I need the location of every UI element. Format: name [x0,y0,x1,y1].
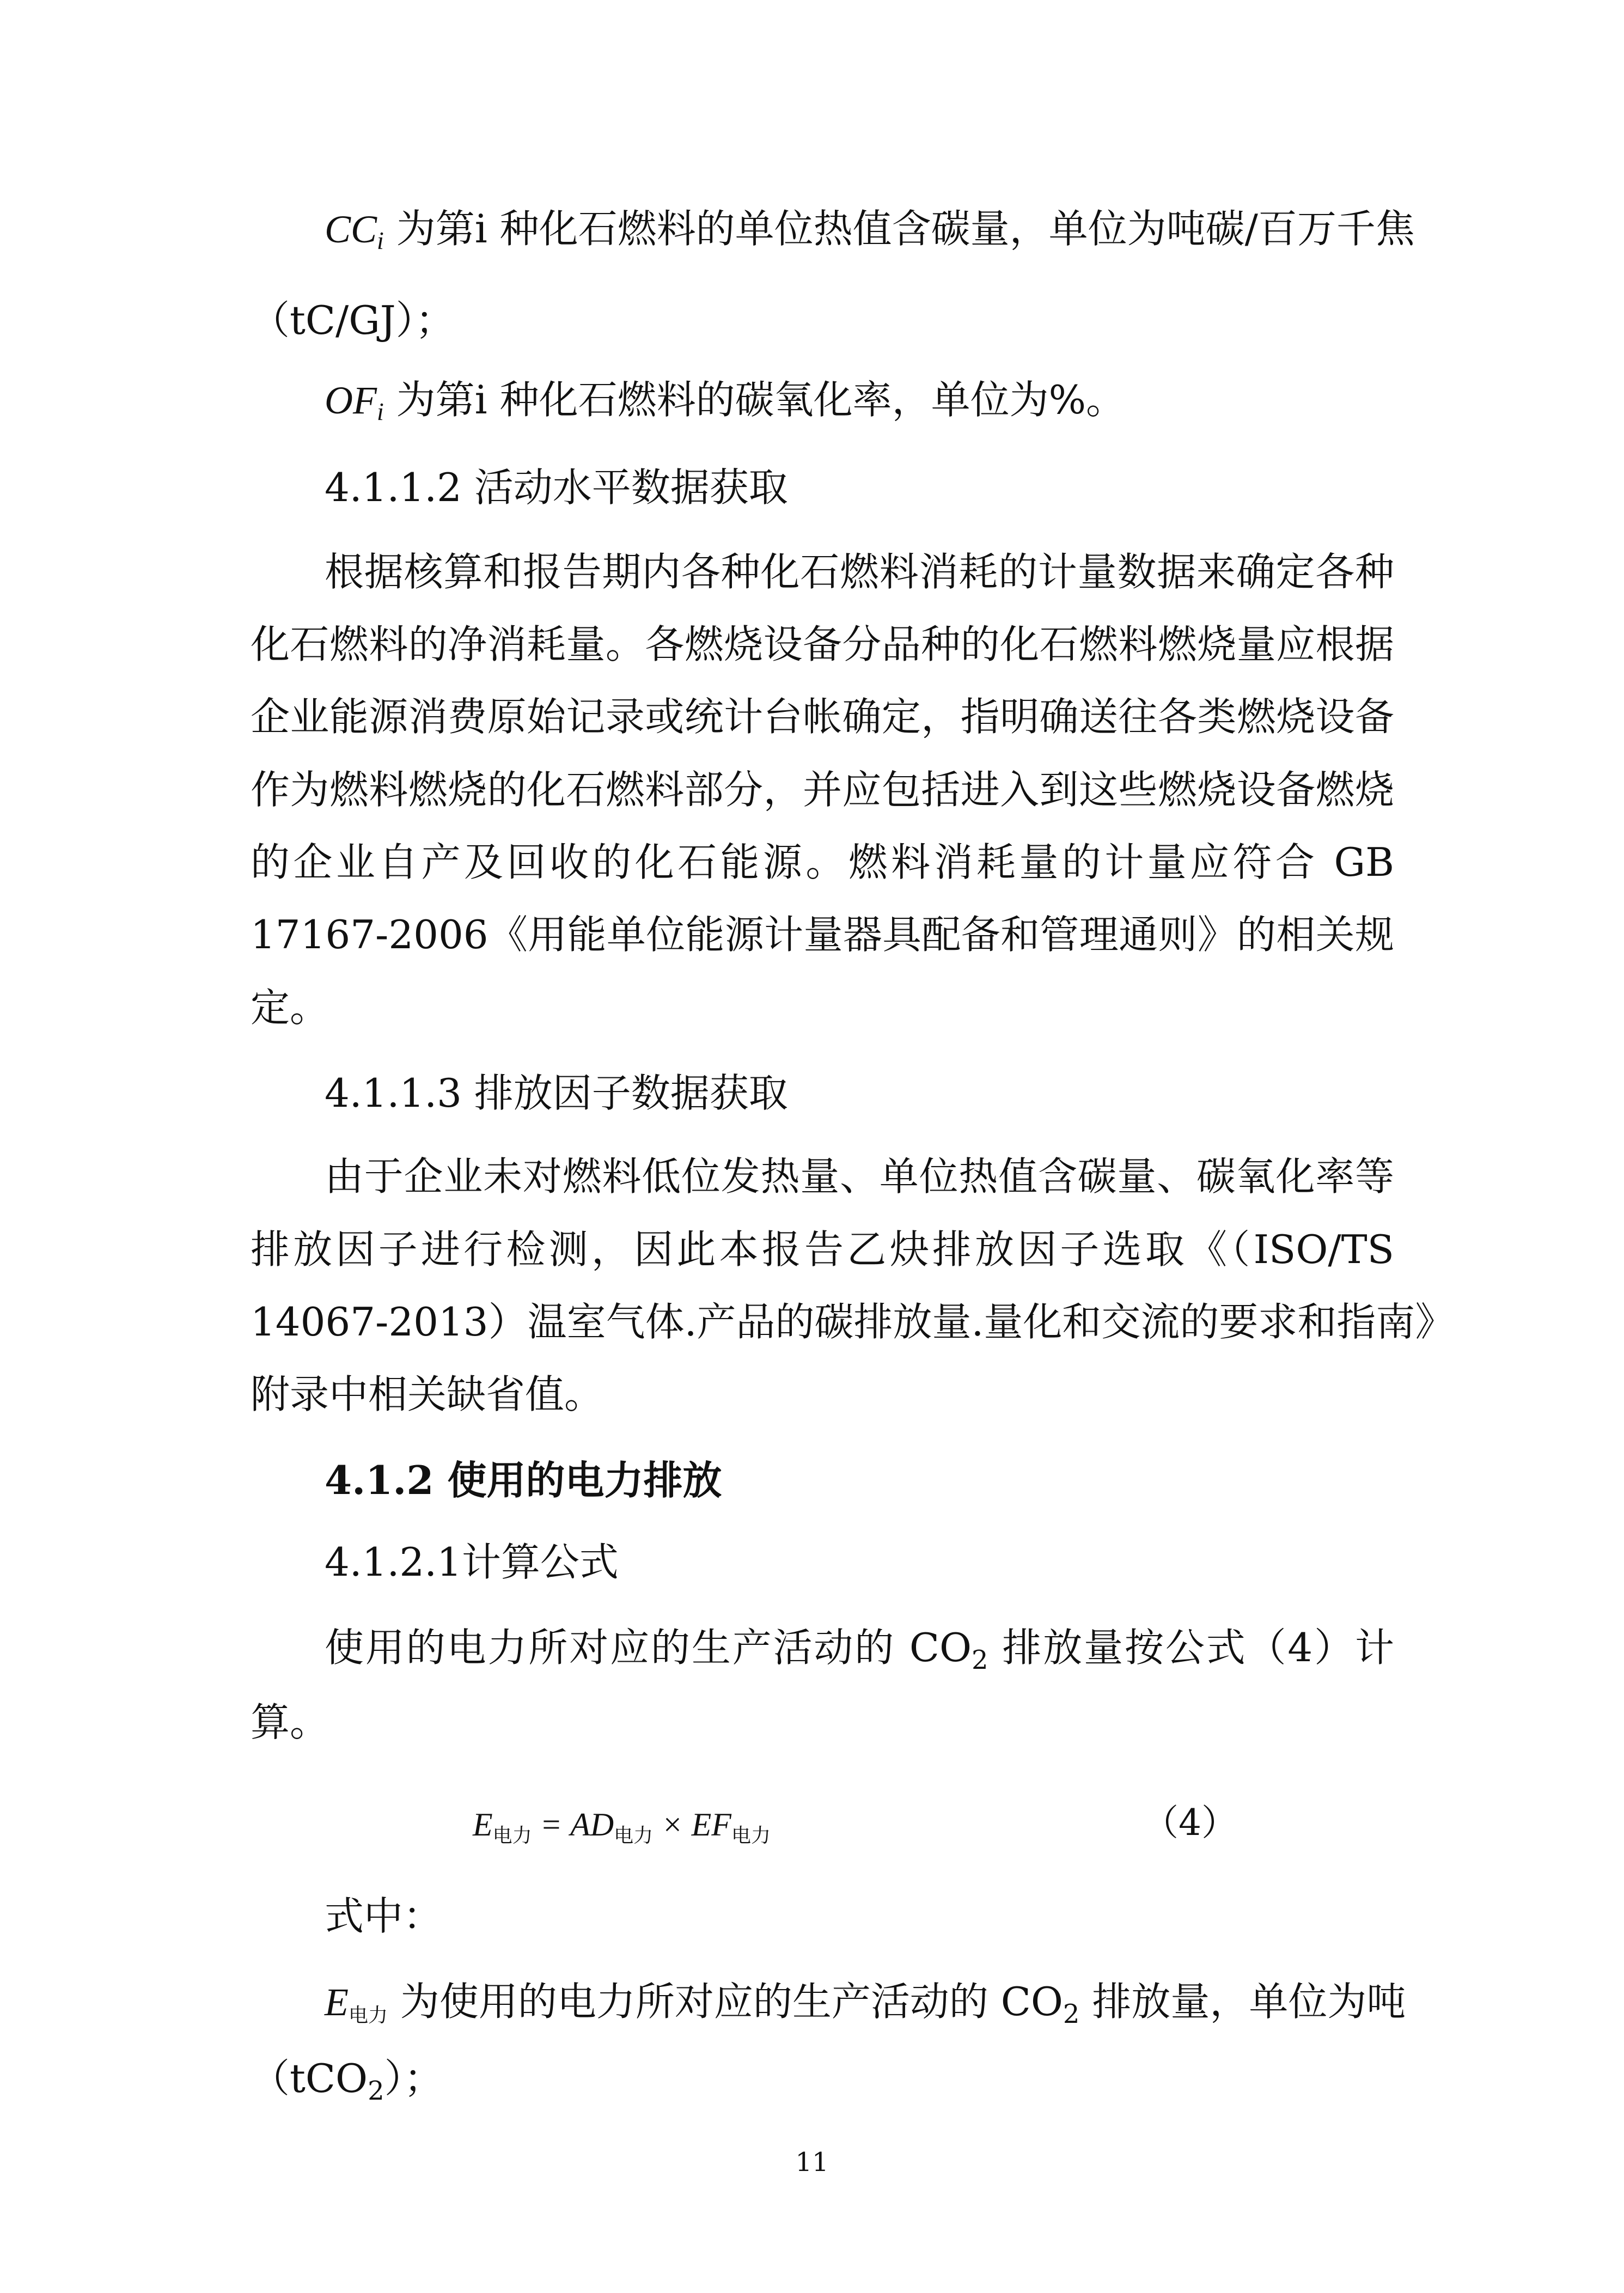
paragraph-factor-line4: 附录中相关缺省值。 [251,1371,604,1417]
e-definition-line1: $E_{电力}$ 为使用的电力所对应的生产活动的 CO2 排放量，单位为吨 [325,1979,1406,2029]
shizhong-label: 式中： [325,1893,443,1939]
page-number: 11 [795,2147,829,2178]
heading-4-1-1-2: 4.1.1.2 活动水平数据获取 [325,465,788,510]
paragraph-factor-line1: 由于企业未对燃料低位发热量、单位热值含碳量、碳氧化率等 [325,1154,1394,1199]
paragraph-factor-line2: 排放因子进行检测，因此本报告乙炔排放因子选取《（ISO/TS [251,1227,1394,1272]
paragraph-activity-line1: 根据核算和报告期内各种化石燃料消耗的计量数据来确定各种 [325,549,1394,595]
paragraph-electricity-line1: 使用的电力所对应的生产活动的 CO2 排放量按公式（4）计 [325,1625,1394,1675]
paragraph-activity-line2: 化石燃料的净消耗量。各燃烧设备分品种的化石燃料燃烧量应根据 [251,621,1394,667]
heading-4-1-2: 4.1.2 使用的电力排放 [325,1457,722,1503]
heading-4-1-2-1: 4.1.2.1计算公式 [325,1539,619,1585]
e-definition-line2: （tCO2）； [251,2056,443,2106]
equation-number: （4） [1143,1802,1237,1844]
paragraph-activity-line6: 17167-2006《用能单位能源计量器具配备和管理通则》的相关规 [251,912,1394,958]
paragraph-activity-line5: 的企业自产及回收的化石能源。燃料消耗量的计量应符合 GB [251,839,1394,885]
of-definition: $OF_i$ 为第i 种化石燃料的碳氧化率，单位为%。 [325,377,1125,425]
e-symbol: $E_{电力}$ [325,1980,388,2027]
paragraph-factor-line3: 14067-2013）温室气体.产品的碳排放量.量化和交流的要求和指南》 [251,1299,1455,1345]
paragraph-electricity-line2: 算。 [251,1699,329,1745]
paragraph-activity-line3: 企业能源消费原始记录或统计台帐确定，指明确送往各类燃烧设备 [251,694,1394,740]
of-symbol: $OF_i$ [325,379,384,425]
cc-definition-line2: （tC/GJ）； [251,297,455,343]
formula-4: $E_{电力} = AD_{电力} \times EF_{电力}$ [473,1807,771,1847]
heading-4-1-1-3: 4.1.1.3 排放因子数据获取 [325,1070,788,1116]
paragraph-activity-line7: 定。 [251,985,329,1030]
cc-definition-line1: $CC_i$ 为第i 种化石燃料的单位热值含碳量，单位为吨碳/百万千焦 [325,206,1415,254]
cc-symbol: $CC_i$ [325,208,384,254]
paragraph-activity-line4: 作为燃料燃烧的化石燃料部分，并应包括进入到这些燃烧设备燃烧 [251,767,1394,813]
